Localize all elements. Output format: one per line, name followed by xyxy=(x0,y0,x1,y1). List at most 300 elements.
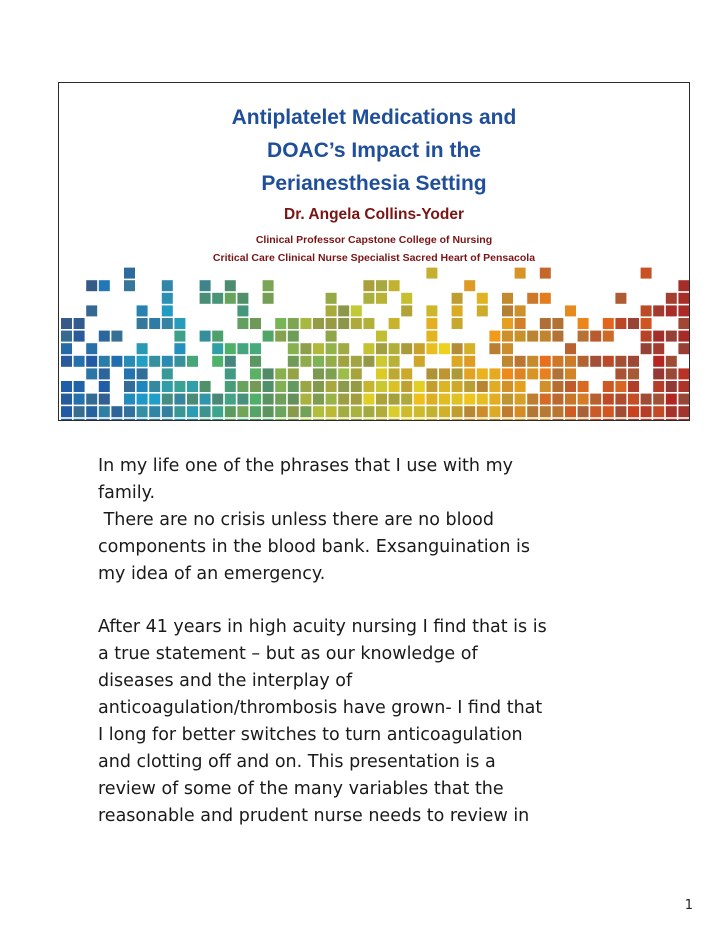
mosaic-tile xyxy=(477,394,488,405)
mosaic-tile xyxy=(300,343,311,354)
mosaic-tile xyxy=(464,419,475,420)
slide-title-line-3: Perianesthesia Setting xyxy=(261,172,487,195)
mosaic-tile xyxy=(137,381,148,392)
mosaic-tile xyxy=(502,368,513,379)
mosaic-tile xyxy=(212,343,223,354)
mosaic-tile xyxy=(477,368,488,379)
mosaic-tile xyxy=(615,406,626,417)
mosaic-tile xyxy=(338,318,349,329)
mosaic-tile xyxy=(137,318,148,329)
mosaic-tile xyxy=(615,419,626,420)
mosaic-tile xyxy=(641,331,652,342)
title-slide-thumbnail xyxy=(58,82,690,421)
mosaic-tile xyxy=(552,356,563,367)
mosaic-tile xyxy=(300,394,311,405)
mosaic-tile xyxy=(149,394,160,405)
mosaic-tile xyxy=(124,394,135,405)
mosaic-tile xyxy=(565,394,576,405)
mosaic-tile xyxy=(61,318,72,329)
mosaic-tile xyxy=(666,305,677,316)
mosaic-tile xyxy=(86,305,97,316)
mosaic-tile xyxy=(389,280,400,291)
mosaic-tile xyxy=(326,381,337,392)
mosaic-tile xyxy=(200,381,211,392)
mosaic-tile xyxy=(578,406,589,417)
notes-line: I long for better switches to turn anticoagulation xyxy=(98,725,523,746)
notes-line: After 41 years in high acuity nursing I find that is is xyxy=(98,617,547,638)
mosaic-tile xyxy=(338,368,349,379)
mosaic-tile xyxy=(174,381,185,392)
mosaic-tile xyxy=(590,331,601,342)
mosaic-tile xyxy=(225,406,236,417)
mosaic-tile xyxy=(149,356,160,367)
mosaic-tile xyxy=(187,394,198,405)
mosaic-tile xyxy=(540,394,551,405)
mosaic-tile xyxy=(61,406,72,417)
slide-title-line-1: Antiplatelet Medications and xyxy=(231,106,517,129)
mosaic-tile xyxy=(111,419,122,420)
mosaic-tile xyxy=(628,318,639,329)
mosaic-tile xyxy=(540,268,551,279)
mosaic-tile xyxy=(187,419,198,420)
mosaic-tile xyxy=(149,381,160,392)
mosaic-tile xyxy=(515,368,526,379)
mosaic-tile xyxy=(376,394,387,405)
mosaic-tile xyxy=(666,406,677,417)
mosaic-tile xyxy=(363,394,374,405)
mosaic-tile xyxy=(263,368,274,379)
mosaic-tile xyxy=(86,394,97,405)
mosaic-tile xyxy=(212,293,223,304)
mosaic-tile xyxy=(263,419,274,420)
mosaic-tile xyxy=(452,394,463,405)
mosaic-tile xyxy=(363,318,374,329)
mosaic-tile xyxy=(439,381,450,392)
mosaic-tile xyxy=(389,394,400,405)
mosaic-tile xyxy=(603,406,614,417)
mosaic-tile xyxy=(376,419,387,420)
mosaic-tile xyxy=(426,394,437,405)
mosaic-tile xyxy=(275,368,286,379)
mosaic-tile xyxy=(666,331,677,342)
mosaic-tile xyxy=(477,305,488,316)
mosaic-tile xyxy=(376,356,387,367)
notes-line: reasonable and prudent nurse needs to review in xyxy=(98,805,530,826)
mosaic-tile xyxy=(389,356,400,367)
mosaic-tile xyxy=(414,419,425,420)
notes-line: a true statement – but as our knowledge of xyxy=(98,644,478,665)
mosaic-tile xyxy=(603,356,614,367)
mosaic-tile xyxy=(174,406,185,417)
mosaic-tile xyxy=(401,406,412,417)
mosaic-tile xyxy=(250,343,261,354)
mosaic-tile xyxy=(225,419,236,420)
mosaic-tile xyxy=(137,343,148,354)
mosaic-tile xyxy=(515,406,526,417)
mosaic-tile xyxy=(376,343,387,354)
mosaic-tile xyxy=(439,406,450,417)
mosaic-tile xyxy=(628,368,639,379)
mosaic-tile xyxy=(363,381,374,392)
mosaic-tile xyxy=(452,293,463,304)
mosaic-tile xyxy=(275,331,286,342)
mosaic-tile xyxy=(326,406,337,417)
mosaic-tile xyxy=(200,280,211,291)
mosaic-tile xyxy=(61,331,72,342)
mosaic-tile xyxy=(225,368,236,379)
page-number: 1 xyxy=(684,898,693,913)
mosaic-tile xyxy=(578,331,589,342)
mosaic-tile xyxy=(313,419,324,420)
mosaic-tile xyxy=(275,406,286,417)
mosaic-tile xyxy=(212,419,223,420)
mosaic-tile xyxy=(351,381,362,392)
mosaic-tile xyxy=(263,331,274,342)
mosaic-tile xyxy=(351,356,362,367)
mosaic-tile xyxy=(351,368,362,379)
mosaic-tile xyxy=(565,381,576,392)
mosaic-tile xyxy=(300,318,311,329)
mosaic-tile xyxy=(653,394,664,405)
mosaic-tile xyxy=(653,305,664,316)
notes-line: anticoagulation/thrombosis have grown- I find that xyxy=(98,698,543,719)
mosaic-tile xyxy=(464,381,475,392)
mosaic-tile xyxy=(237,343,248,354)
mosaic-tile xyxy=(515,331,526,342)
mosaic-tile xyxy=(515,356,526,367)
mosaic-tile xyxy=(124,356,135,367)
mosaic-tile xyxy=(288,406,299,417)
mosaic-tile xyxy=(578,381,589,392)
mosaic-tile xyxy=(653,356,664,367)
mosaic-tile xyxy=(86,368,97,379)
mosaic-tile xyxy=(338,406,349,417)
mosaic-tile xyxy=(200,394,211,405)
mosaic-tile xyxy=(452,318,463,329)
mosaic-tile xyxy=(351,318,362,329)
mosaic-tile xyxy=(338,305,349,316)
mosaic-tile xyxy=(288,381,299,392)
mosaic-tile xyxy=(527,368,538,379)
mosaic-tile xyxy=(653,368,664,379)
mosaic-tile xyxy=(263,381,274,392)
mosaic-tile xyxy=(326,394,337,405)
mosaic-tile xyxy=(565,356,576,367)
mosaic-tile xyxy=(653,381,664,392)
mosaic-tile xyxy=(426,419,437,420)
notes-line: There are no crisis unless there are no blood xyxy=(98,509,494,530)
mosaic-tile xyxy=(250,419,261,420)
mosaic-tile xyxy=(515,318,526,329)
mosaic-tile xyxy=(174,419,185,420)
mosaic-tile xyxy=(641,406,652,417)
mosaic-tile xyxy=(426,406,437,417)
mosaic-tile xyxy=(363,280,374,291)
mosaic-tile xyxy=(641,343,652,354)
mosaic-tile xyxy=(99,356,110,367)
mosaic-tile xyxy=(338,381,349,392)
mosaic-tile xyxy=(313,368,324,379)
mosaic-tile xyxy=(565,419,576,420)
mosaic-tile xyxy=(86,343,97,354)
mosaic-tile xyxy=(628,394,639,405)
mosaic-tile xyxy=(678,419,689,420)
mosaic-tile xyxy=(225,381,236,392)
mosaic-tile xyxy=(162,368,173,379)
mosaic-tile xyxy=(678,381,689,392)
mosaic-tile xyxy=(288,394,299,405)
notes-line: In my life one of the phrases that I use with my xyxy=(98,456,513,476)
mosaic-tile xyxy=(666,419,677,420)
mosaic-tile xyxy=(452,356,463,367)
mosaic-tile xyxy=(300,406,311,417)
mosaic-tile xyxy=(389,368,400,379)
mosaic-tile xyxy=(313,381,324,392)
mosaic-tile xyxy=(124,280,135,291)
mosaic-tile xyxy=(653,419,664,420)
mosaic-tile xyxy=(162,318,173,329)
mosaic-tile xyxy=(326,318,337,329)
mosaic-tile xyxy=(678,406,689,417)
mosaic-tile xyxy=(590,419,601,420)
mosaic-tile xyxy=(666,394,677,405)
mosaic-tile xyxy=(515,268,526,279)
mosaic-tile xyxy=(540,368,551,379)
mosaic-tile xyxy=(615,293,626,304)
mosaic-tile xyxy=(565,305,576,316)
mosaic-tile xyxy=(212,394,223,405)
mosaic-tile xyxy=(527,419,538,420)
mosaic-tile xyxy=(99,280,110,291)
mosaic-tile xyxy=(414,406,425,417)
mosaic-tile xyxy=(578,419,589,420)
mosaic-tile xyxy=(137,356,148,367)
mosaic-tile xyxy=(363,356,374,367)
mosaic-tile xyxy=(565,368,576,379)
mosaic-tile xyxy=(464,406,475,417)
mosaic-tile xyxy=(515,305,526,316)
mosaic-tile xyxy=(590,356,601,367)
mosaic-tile xyxy=(74,381,85,392)
mosaic-tile xyxy=(678,331,689,342)
mosaic-tile xyxy=(212,406,223,417)
mosaic-tile xyxy=(174,331,185,342)
mosaic-tile xyxy=(124,419,135,420)
mosaic-tile xyxy=(552,406,563,417)
mosaic-tile xyxy=(641,305,652,316)
mosaic-tile xyxy=(225,356,236,367)
mosaic-tile xyxy=(124,406,135,417)
mosaic-tile xyxy=(376,406,387,417)
mosaic-tile xyxy=(74,356,85,367)
mosaic-tile xyxy=(389,343,400,354)
mosaic-tile xyxy=(666,368,677,379)
mosaic-tile xyxy=(439,419,450,420)
mosaic-tile xyxy=(666,293,677,304)
mosaic-tile xyxy=(678,318,689,329)
mosaic-tile xyxy=(99,419,110,420)
mosaic-tile xyxy=(351,406,362,417)
mosaic-tile xyxy=(615,368,626,379)
mosaic-tile xyxy=(212,356,223,367)
mosaic-tile xyxy=(426,343,437,354)
mosaic-tile xyxy=(489,381,500,392)
mosaic-tile xyxy=(74,394,85,405)
mosaic-tile xyxy=(603,331,614,342)
mosaic-tile xyxy=(515,419,526,420)
mosaic-tile xyxy=(401,293,412,304)
mosaic-tile xyxy=(590,406,601,417)
mosaic-tile xyxy=(174,394,185,405)
mosaic-tile xyxy=(439,394,450,405)
mosaic-tile xyxy=(99,406,110,417)
mosaic-tile xyxy=(300,419,311,420)
mosaic-tile xyxy=(489,343,500,354)
mosaic-tile xyxy=(313,406,324,417)
mosaic-tile xyxy=(653,331,664,342)
mosaic-tile xyxy=(452,381,463,392)
mosaic-tile xyxy=(666,381,677,392)
mosaic-tile xyxy=(464,280,475,291)
mosaic-tile xyxy=(237,293,248,304)
mosaic-tile xyxy=(187,406,198,417)
mosaic-tile xyxy=(641,318,652,329)
mosaic-tile xyxy=(552,394,563,405)
slide-title-line-2: DOAC’s Impact in the xyxy=(267,139,481,162)
mosaic-tile xyxy=(212,331,223,342)
mosaic-tile xyxy=(678,394,689,405)
mosaic-tile xyxy=(99,394,110,405)
mosaic-tile xyxy=(250,381,261,392)
mosaic-tile xyxy=(162,293,173,304)
mosaic-tile xyxy=(111,406,122,417)
mosaic-tile xyxy=(326,356,337,367)
mosaic-tile xyxy=(237,381,248,392)
notes-line: review of some of the many variables that the xyxy=(98,778,504,799)
mosaic-tile xyxy=(615,394,626,405)
mosaic-tile xyxy=(200,331,211,342)
mosaic-tile xyxy=(137,305,148,316)
mosaic-tile xyxy=(527,406,538,417)
mosaic-tile xyxy=(426,368,437,379)
mosaic-tile xyxy=(124,368,135,379)
mosaic-tile xyxy=(137,419,148,420)
notes-line: family. xyxy=(98,482,156,503)
mosaic-tile xyxy=(502,343,513,354)
mosaic-tile xyxy=(250,368,261,379)
mosaic-tile xyxy=(313,343,324,354)
mosaic-tile xyxy=(275,419,286,420)
mosaic-tile xyxy=(376,293,387,304)
mosaic-tile xyxy=(464,368,475,379)
mosaic-tile xyxy=(363,343,374,354)
mosaic-tile xyxy=(653,406,664,417)
mosaic-tile xyxy=(439,368,450,379)
mosaic-tile xyxy=(250,318,261,329)
mosaic-tile xyxy=(603,419,614,420)
mosaic-tile xyxy=(162,381,173,392)
speaker-notes xyxy=(98,453,658,830)
mosaic-tile xyxy=(628,419,639,420)
mosaic-tile xyxy=(527,293,538,304)
mosaic-tile xyxy=(464,343,475,354)
mosaic-tile xyxy=(111,331,122,342)
mosaic-tile xyxy=(237,305,248,316)
mosaic-tile xyxy=(326,293,337,304)
mosaic-tile xyxy=(477,381,488,392)
mosaic-tile xyxy=(565,343,576,354)
mosaic-tile xyxy=(389,406,400,417)
mosaic-tile xyxy=(477,406,488,417)
mosaic-tile xyxy=(162,419,173,420)
notes-line: components in the blood bank. Exsanguination is xyxy=(98,536,531,557)
mosaic-tile xyxy=(414,381,425,392)
mosaic-tile xyxy=(590,394,601,405)
mosaic-tile xyxy=(540,381,551,392)
mosaic-tile xyxy=(628,406,639,417)
mosaic-tile xyxy=(401,343,412,354)
mosaic-tile xyxy=(678,368,689,379)
mosaic-tile xyxy=(426,305,437,316)
mosaic-tile xyxy=(452,419,463,420)
mosaic-tile xyxy=(313,356,324,367)
mosaic-tile xyxy=(174,343,185,354)
mosaic-tile xyxy=(250,356,261,367)
mosaic-tile xyxy=(389,419,400,420)
mosaic-tile xyxy=(237,318,248,329)
mosaic-tile xyxy=(326,305,337,316)
mosaic-tile xyxy=(137,406,148,417)
notes-line: diseases and the interplay of xyxy=(98,671,353,692)
mosaic-tile xyxy=(225,343,236,354)
mosaic-tile xyxy=(263,394,274,405)
mosaic-tile xyxy=(552,419,563,420)
mosaic-tile xyxy=(61,394,72,405)
mosaic-tile xyxy=(351,419,362,420)
mosaic-tile xyxy=(477,293,488,304)
mosaic-tile xyxy=(426,268,437,279)
mosaic-tile xyxy=(149,318,160,329)
mosaic-tile xyxy=(376,381,387,392)
mosaic-tile xyxy=(666,356,677,367)
mosaic-tile xyxy=(200,293,211,304)
mosaic-tile xyxy=(162,406,173,417)
mosaic-tile xyxy=(61,419,72,420)
mosaic-tile xyxy=(414,356,425,367)
mosaic-tile xyxy=(187,356,198,367)
mosaic-tile xyxy=(426,318,437,329)
mosaic-tile xyxy=(162,356,173,367)
mosaic-tile xyxy=(489,331,500,342)
mosaic-tile xyxy=(74,419,85,420)
mosaic-tile xyxy=(452,368,463,379)
mosaic-tile xyxy=(678,293,689,304)
mosaic-tile xyxy=(174,318,185,329)
mosaic-tile xyxy=(124,268,135,279)
mosaic-tile xyxy=(263,280,274,291)
mosaic-tile xyxy=(288,331,299,342)
mosaic-tile xyxy=(351,305,362,316)
mosaic-tile xyxy=(137,368,148,379)
mosaic-tile xyxy=(502,318,513,329)
mosaic-tile xyxy=(149,406,160,417)
mosaic-tile xyxy=(489,406,500,417)
mosaic-tile xyxy=(338,356,349,367)
mosaic-tile xyxy=(439,343,450,354)
mosaic-tile xyxy=(237,406,248,417)
mosaic-tile xyxy=(578,356,589,367)
mosaic-tile xyxy=(275,381,286,392)
